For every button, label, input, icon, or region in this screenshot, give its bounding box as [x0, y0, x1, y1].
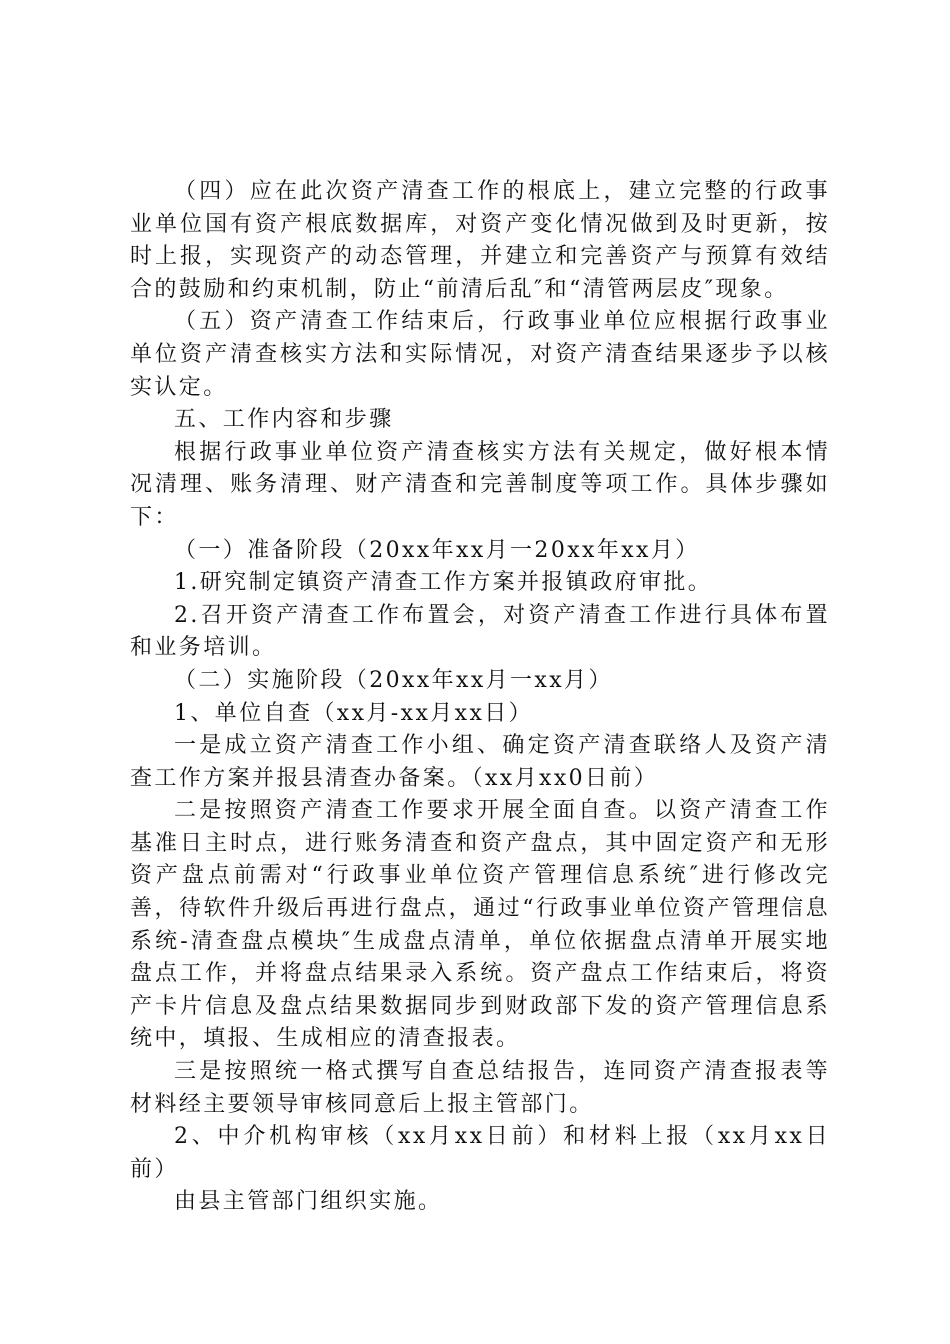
section-heading-5: 五、工作内容和步骤 — [174, 407, 394, 433]
stage-heading-implement: （二）实施阶段（20xx年xx月一xx月） — [174, 667, 613, 693]
paragraph-intro: 根据行政事业单位资产清查核实方法有关规定，做好根本情况清理、账务清理、财产清查和完善制度等项工作。具体步骤如下： — [130, 439, 830, 530]
implement-step-1-heading: 1、单位自查（xx月-xx月xx日） — [174, 700, 534, 726]
implement-step-2-text: 由县主管部门组织实施。 — [174, 1189, 443, 1215]
self-check-item-2: 二是按照资产清查工作要求开展全面自查。以资产清查工作基准日主时点，进行账务清查和资产盘点，其中固定资产和无形资产盘点前需对“行政事业单位资产管理信息系统″进行修改完善，待软件升级后再进行盘点，通过“行政事业单位资产管理信息系统-清查盘点模块″生成盘点清单，单位依据盘点清单开展实地盘点工作，并将盘点结果录入系统。资产盘点工作结束后，将资产卡片信息及盘点结果数据同步到财政部下发的资产管理信息系统中，填报、生成相应的清查报表。 — [130, 798, 830, 1052]
paragraph-item-5: （五）资产清查工作结束后，行政事业单位应根据行政事业单位资产清查核实方法和实际情况，对资产清查结果逐步予以核实认定。 — [130, 309, 830, 400]
paragraph-item-4: （四）应在此次资产清查工作的根底上，建立完整的行政事业单位国有资产根底数据库，对资产变化情况做到及时更新，按时上报，实现资产的动态管理，并建立和完善资产与预算有效结合的鼓励和约束机制，防止“前清后乱″和“清管两层皮″现象。 — [130, 179, 830, 302]
prepare-step-2: 2.召开资产清查工作布置会，对资产清查工作进行具体布置和业务培训。 — [130, 602, 830, 661]
implement-step-2-heading: 2、中介机构审核（xx月xx日前）和材料上报（xx月xx日前） — [130, 1124, 830, 1182]
stage-heading-prepare: （一）准备阶段（20xx年xx月一20xx年xx月） — [174, 537, 700, 563]
document-body — [130, 176, 830, 1219]
self-check-item-3: 三是按照统一格式撰写自查总结报告，连同资产清查报表等材料经主要领导审核同意后上报主管部门。 — [130, 1059, 830, 1117]
self-check-item-1: 一是成立资产清查工作小组、确定资产清查联络人及资产清查工作方案并报县清查办备案。（xx月xx0日前） — [130, 733, 830, 791]
prepare-step-1: 1.研究制定镇资产清查工作方案并报镇政府审批。 — [174, 570, 713, 596]
